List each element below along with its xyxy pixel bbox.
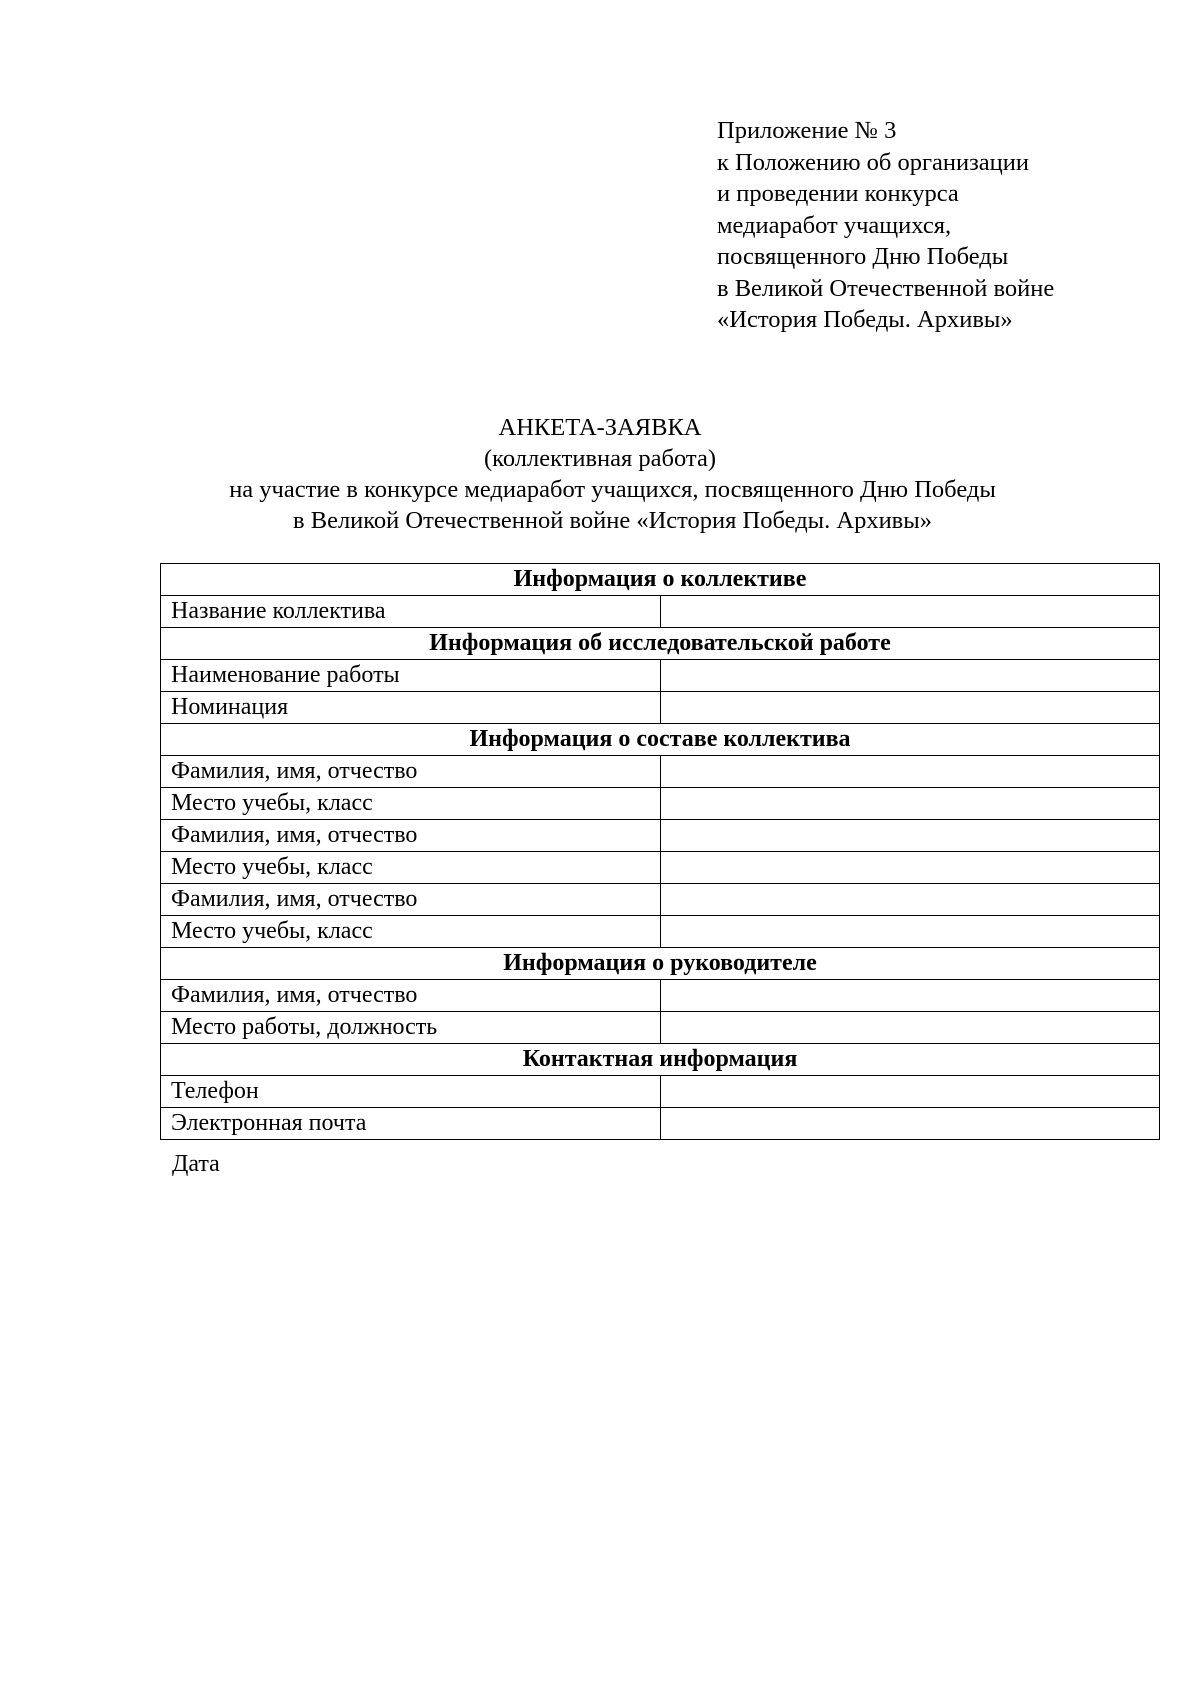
field-label: Телефон (161, 1076, 661, 1108)
title-description-line: на участие в конкурсе медиаработ учащихся, посвященного Дню Победы (229, 476, 996, 503)
field-value-cell[interactable] (660, 884, 1160, 916)
field-value-cell[interactable] (660, 788, 1160, 820)
section-heading: Информация о руководителе (161, 948, 1160, 980)
field-value-cell[interactable] (660, 1076, 1160, 1108)
field-value-cell[interactable] (660, 596, 1160, 628)
field-label: Место учебы, класс (161, 788, 661, 820)
table-row (161, 980, 1160, 1012)
title-subtitle: (коллективная работа) (484, 445, 716, 472)
table-row (161, 1108, 1160, 1140)
field-label: Название коллектива (161, 596, 661, 628)
section-heading: Информация о коллективе (161, 564, 1160, 596)
appendix-line: и проведении конкурса (717, 180, 959, 207)
table-row (161, 852, 1160, 884)
section-header-row (161, 724, 1160, 756)
section-header-row (161, 1044, 1160, 1076)
section-header-row (161, 564, 1160, 596)
field-value-cell[interactable] (660, 660, 1160, 692)
appendix-line: к Положению об организации (717, 148, 1030, 176)
field-value-cell[interactable] (660, 1108, 1160, 1140)
field-label: Место учебы, класс (161, 916, 661, 948)
appendix-note (717, 115, 1177, 336)
section-header-row (161, 628, 1160, 660)
document-title (0, 412, 1200, 536)
field-label: Фамилия, имя, отчество (161, 820, 661, 852)
field-value-cell[interactable] (660, 692, 1160, 724)
application-form-table (160, 563, 1160, 1140)
appendix-line: в Великой Отечественной войне (717, 274, 1055, 302)
table-row (161, 820, 1160, 852)
field-label: Номинация (161, 692, 661, 724)
section-heading: Информация о составе коллектива (161, 724, 1160, 756)
field-label: Фамилия, имя, отчество (161, 884, 661, 916)
appendix-line: Приложение № 3 (717, 117, 897, 144)
field-label: Фамилия, имя, отчество (161, 756, 661, 788)
field-value-cell[interactable] (660, 820, 1160, 852)
section-header-row (161, 948, 1160, 980)
table-row (161, 1076, 1160, 1108)
field-value-cell[interactable] (660, 756, 1160, 788)
title-main: АНКЕТА-ЗАЯВКА (498, 414, 702, 441)
field-label: Место работы, должность (161, 1012, 661, 1044)
table-row (161, 596, 1160, 628)
date-label: Дата (172, 1151, 220, 1177)
table-row (161, 756, 1160, 788)
field-value-cell[interactable] (660, 1012, 1160, 1044)
section-heading: Контактная информация (161, 1044, 1160, 1076)
form-table-body (161, 564, 1160, 1140)
section-heading: Информация об исследовательской работе (161, 628, 1160, 660)
field-value-cell[interactable] (660, 980, 1160, 1012)
table-row (161, 788, 1160, 820)
table-row (161, 660, 1160, 692)
field-label: Фамилия, имя, отчество (161, 980, 661, 1012)
table-row (161, 692, 1160, 724)
appendix-line: медиаработ учащихся, (717, 211, 952, 239)
appendix-line: посвященного Дню Победы (717, 243, 1009, 270)
field-label: Электронная почта (161, 1108, 661, 1140)
title-description-line: в Великой Отечественной войне «История Победы. Архивы» (293, 507, 932, 534)
field-label: Наименование работы (161, 660, 661, 692)
table-row (161, 884, 1160, 916)
table-row (161, 916, 1160, 948)
field-value-cell[interactable] (660, 916, 1160, 948)
table-row (161, 1012, 1160, 1044)
field-label: Место учебы, класс (161, 852, 661, 884)
appendix-line: «История Победы. Архивы» (717, 306, 1013, 333)
field-value-cell[interactable] (660, 852, 1160, 884)
